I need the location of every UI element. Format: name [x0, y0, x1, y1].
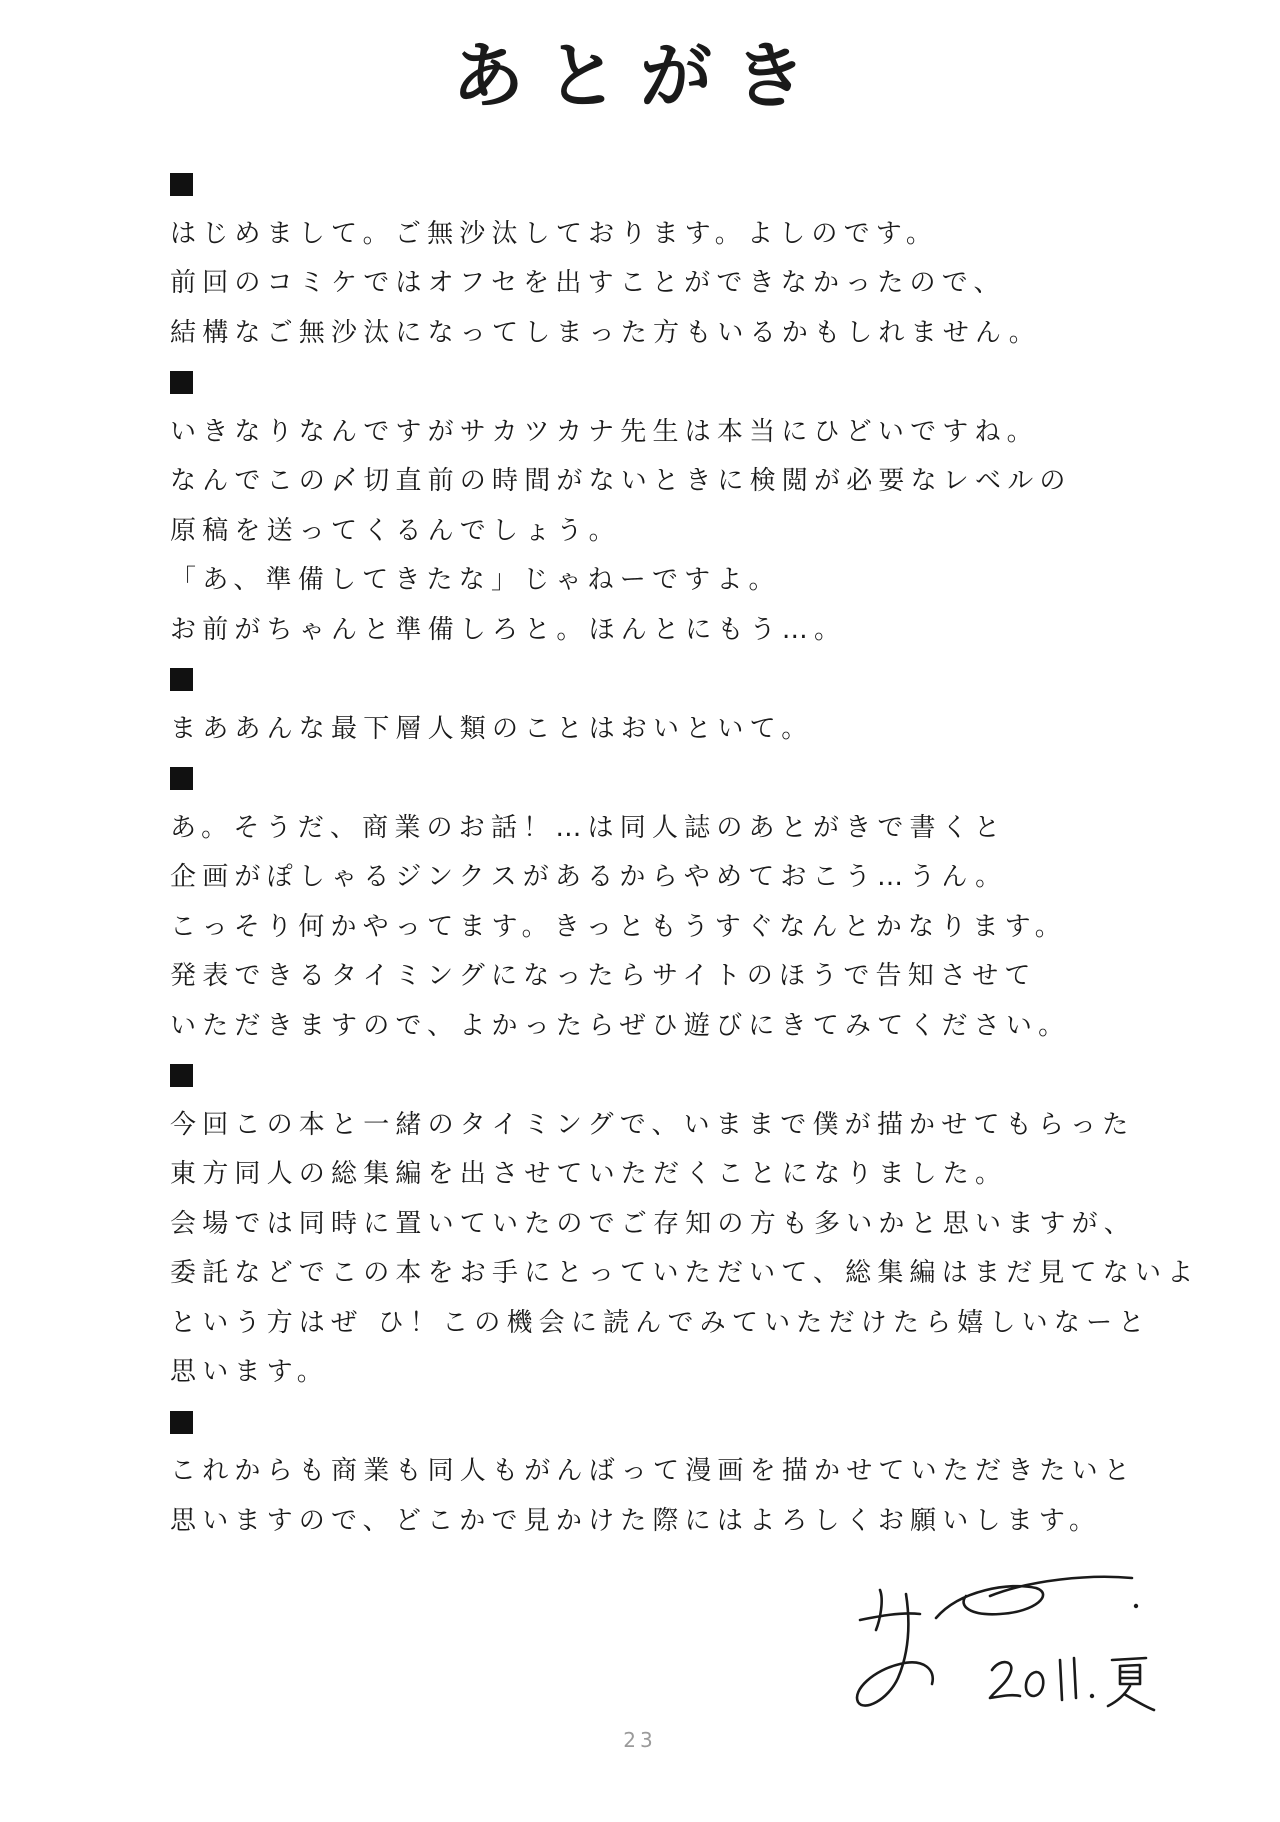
signature-stroke [1108, 1686, 1154, 1710]
text-line: 原稿を送ってくるんでしょう。 [170, 515, 621, 546]
square-bullet-icon [170, 1064, 193, 1087]
text-line: 今回この本と一緒のタイミングで、いままで僕が描かせてもらった [170, 1109, 1135, 1140]
square-bullet-icon [170, 371, 193, 394]
text-line: という方はぜ ひ！この機会に読んでみていただけたら嬉しいなーと [170, 1307, 1151, 1338]
signature-dot [1090, 1694, 1094, 1698]
text-line: 委託などでこの本をお手にとっていただいて、総集編はまだ見てないよ [170, 1258, 1200, 1288]
handwritten-signature [840, 1560, 1200, 1730]
signature-stroke [1120, 1665, 1140, 1684]
signature-stroke [990, 1662, 1020, 1698]
text-line: いただきますので、よかったらぜひ遊びにきてみてください。 [170, 1010, 1071, 1041]
section-marker [170, 655, 1230, 705]
signature-stroke [860, 1613, 920, 1620]
text-line: はじめまして。ご無沙汰しております。よしのです。 [170, 218, 939, 249]
square-bullet-icon [170, 1411, 193, 1434]
page-number: 23 [623, 1728, 657, 1752]
square-bullet-icon [170, 668, 193, 691]
text-line: お前がちゃんと準備しろと。ほんとにもう…。 [170, 614, 847, 645]
text-line: 思います。 [170, 1357, 329, 1387]
signature-dot [1134, 1604, 1138, 1608]
text-line: 前回のコミケではオフセを出すことができなかったので、 [170, 268, 1006, 298]
signature-stroke [857, 1594, 933, 1706]
text-line: 結構なご無沙汰になってしまった方もいるかもしれません。 [170, 317, 1041, 348]
text-line: まああんな最下層人類のことはおいといて。 [170, 713, 814, 744]
signature-stroke [1112, 1658, 1146, 1660]
page-title: あとがき [451, 34, 828, 118]
text-line: 「あ、準備してきたな」じゃねーですよ。 [170, 565, 781, 595]
text-line: あ。そうだ、商業のお話！…は同人誌のあとがきで書くと [170, 812, 1007, 843]
text-line: 思いますので、どこかで見かけた際にはよろしくお願いします。 [170, 1505, 1102, 1536]
text-line: これからも商業も同人もがんばって漫画を描かせていただきたいと [170, 1456, 1137, 1486]
square-bullet-icon [170, 767, 193, 790]
signature-stroke [1060, 1660, 1062, 1700]
text-line: 東方同人の総集編を出させていただくことになりました。 [170, 1159, 1008, 1189]
signature-stroke [876, 1590, 882, 1630]
text-line: 会場では同時に置いていたのでご存知の方も多いかと思いますが、 [170, 1208, 1137, 1239]
text-line: 発表できるタイミングになったらサイトのほうで告知させて [170, 961, 1037, 991]
signature-stroke [1074, 1658, 1076, 1698]
text-line: こっそり何かやってます。きっともうすぐなんとかなります。 [170, 911, 1067, 942]
section-marker [170, 1051, 1230, 1101]
section-marker [170, 358, 1230, 408]
section-marker [170, 160, 1230, 210]
text-line: なんでこの〆切直前の時間がないときに検閲が必要なレベルの [170, 466, 1072, 496]
signature-stroke [936, 1586, 1043, 1618]
section-marker [170, 754, 1230, 804]
signature-drawing [840, 1560, 1200, 1730]
afterword-body [170, 160, 1230, 1546]
square-bullet-icon [170, 173, 193, 196]
text-line: いきなりなんですがサカツカナ先生は本当にひどいですね。 [170, 416, 1039, 447]
signature-stroke [1026, 1672, 1043, 1696]
text-line: 企画がぽしゃるジンクスがあるからやめておこう…うん。 [170, 862, 1008, 892]
section-marker [170, 1398, 1230, 1448]
